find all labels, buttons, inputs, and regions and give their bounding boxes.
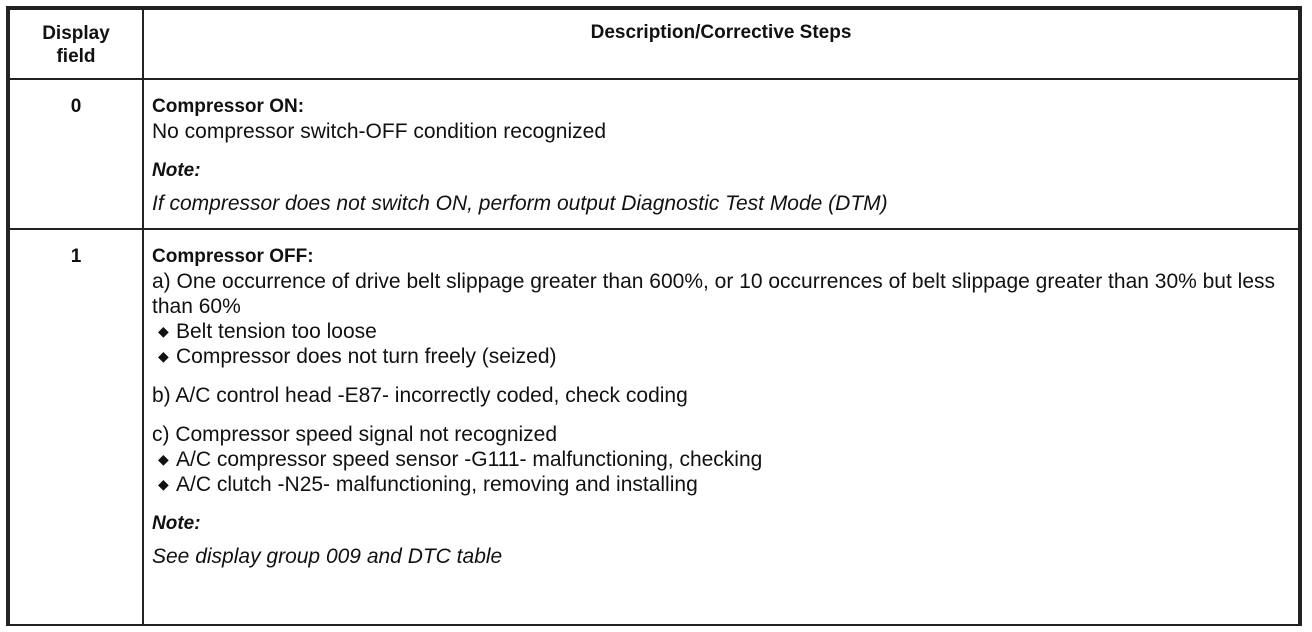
list-item: ◆ A/C clutch -N25- malfunctioning, removing and installing: [158, 473, 698, 496]
note-text: If compressor does not switch ON, perform output Diagnostic Test Mode (DTM): [152, 192, 888, 215]
note-label: Note:: [152, 160, 201, 181]
row-title: Compressor OFF:: [152, 246, 314, 267]
table-row: [9, 79, 1299, 229]
list-item: ◆ Belt tension too loose: [158, 320, 377, 343]
description-cell: [143, 79, 1299, 229]
diamond-bullet-icon: ◆: [158, 323, 169, 339]
list-item: ◆ A/C compressor speed sensor -G111- malfunctioning, checking: [158, 448, 763, 471]
display-field-value: 1: [9, 229, 143, 625]
display-field-value: 0: [9, 79, 143, 229]
row-title: Compressor ON:: [152, 96, 305, 117]
description-cell: [143, 229, 1299, 625]
display-field-table: [8, 8, 1300, 626]
row-text: No compressor switch-OFF condition recognized: [152, 120, 607, 143]
header-description: Description/Corrective Steps: [143, 9, 1299, 79]
table-row: [9, 229, 1299, 625]
cause-c-text: c) Compressor speed signal not recognized: [152, 423, 558, 446]
header-display-field-line1: Display: [42, 23, 110, 44]
table-header-row: [9, 9, 1299, 79]
note-label: Note:: [152, 513, 201, 534]
cause-b-text: b) A/C control head -E87- incorrectly coded, check coding: [152, 384, 688, 407]
diamond-bullet-icon: ◆: [158, 348, 169, 364]
document-page: [6, 6, 1302, 626]
diamond-bullet-icon: ◆: [158, 451, 169, 467]
list-item: ◆ Compressor does not turn freely (seized): [158, 345, 557, 368]
note-text: See display group 009 and DTC table: [152, 545, 503, 568]
cause-a-text: a) One occurrence of drive belt slippage greater than 600%, or 10 occurrences of belt slippage greater than 30% but less than 60%: [152, 270, 1275, 318]
diamond-bullet-icon: ◆: [158, 476, 169, 492]
header-display-field-line2: field: [56, 46, 96, 67]
header-display-field: [9, 9, 143, 79]
